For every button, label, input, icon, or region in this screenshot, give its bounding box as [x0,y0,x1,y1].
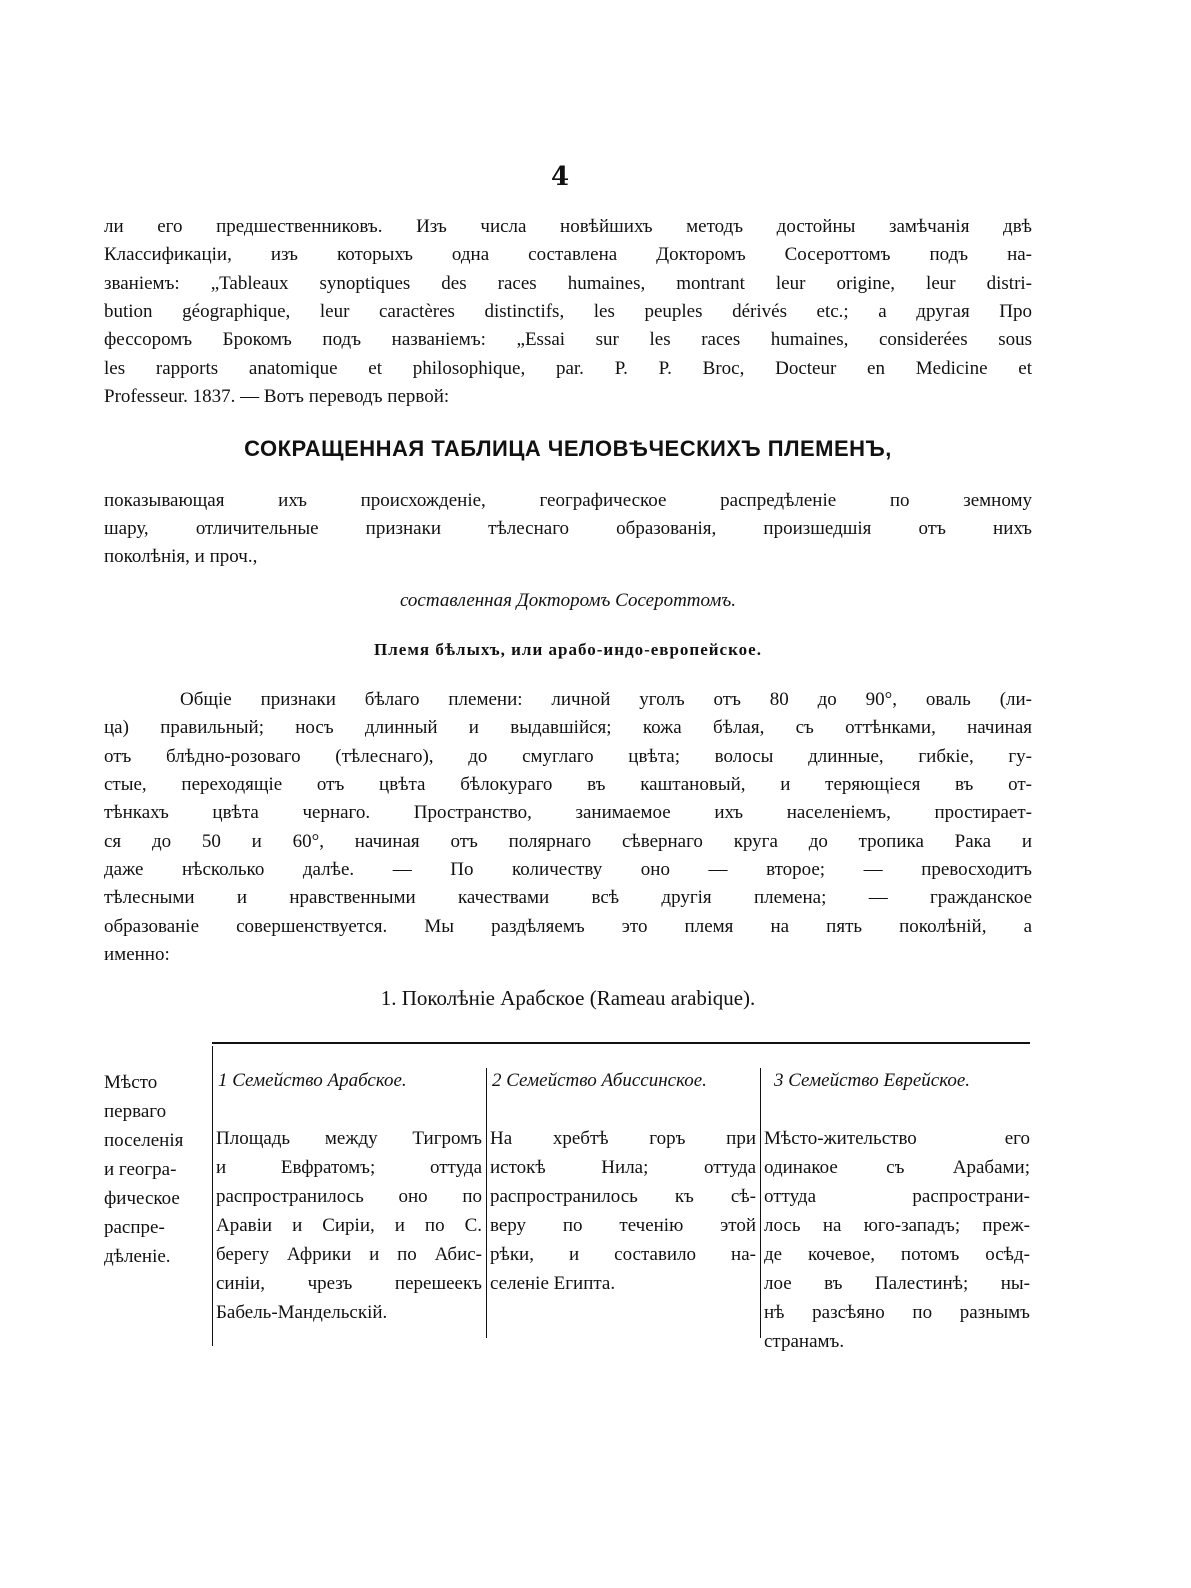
row-label-line: распре- [104,1217,165,1238]
column-body-jewish [764,1124,1030,1356]
cell-line: нѣ разсѣяно по разнымъ [764,1302,1030,1323]
column-divider [486,1068,487,1338]
general-line: даже нѣсколько далѣе. — По количеству оно — второе; — превосходитъ [104,859,1032,880]
compiled-by: составленная Докторомъ Сосероттомъ. [399,590,737,611]
row-label-line: и геогра- [104,1159,177,1180]
cell-line: де кочевое, потомъ осѣд- [764,1244,1030,1265]
intro-line: Классификаціи, изъ которыхъ одна составлена Докторомъ Сосероттомъ подъ на- [104,244,1032,265]
cell-line: странамъ. [764,1331,845,1352]
general-line: Общіе признаки бѣлаго племени: личной уголъ отъ 80 до 90°, оваль (ли- [180,689,1032,710]
cell-line: берегу Африки и по Абис- [216,1244,482,1265]
row-label-line: Мѣсто [104,1072,158,1093]
table-title: СОКРАЩЕННАЯ ТАБЛИЦА ЧЕЛОВѢЧЕСКИХЪ ПЛЕМЕНЪ, [244,436,892,461]
intro-line: les rapports anatomique et philosophique, par. P. P. Broc, Docteur en Medicine et [104,358,1032,379]
row-label [104,1068,208,1271]
cell-line: Бабель-Мандельскій. [216,1302,388,1323]
general-line: отъ блѣдно-розоваго (тѣлеснаго), до смуглаго цвѣта; волосы длинные, гибкіе, гу- [104,746,1032,767]
subtitle-line: показывающая ихъ происхожденіе, географическое распредѣленіе по земному [104,490,1032,511]
cell-line: лось на юго-западъ; преж- [764,1215,1030,1236]
column-header-jewish: 3 Семейство Еврейское. [774,1070,971,1091]
general-line: именно: [104,944,170,965]
cell-line: распространилось къ сѣ- [490,1186,756,1207]
intro-line: Professeur. 1837. — Вотъ переводъ первой: [104,386,450,407]
row-label-line: поселенія [104,1130,184,1151]
intro-line: фессоромъ Брокомъ подъ названіемъ: „Essai sur les races humaines, considerées sous [104,329,1032,350]
cell-line: и Евфратомъ; оттуда [216,1157,482,1178]
intro-line: bution géographique, leur caractères distinctifs, les peuples dérivés etc.; а другая Про [104,301,1032,322]
general-line: ся до 50 и 60°, начиная отъ полярнаго сѣвернаго круга до тропика Рака и [104,831,1032,852]
cell-line: рѣки, и составило на- [490,1244,756,1265]
cell-line: Аравіи и Сиріи, и по С. [216,1215,482,1236]
general-line: ца) правильный; носъ длинный и выдавшійся; кожа бѣлая, съ оттѣнками, начиная [104,717,1032,738]
cell-line: одинакое съ Арабами; [764,1157,1030,1178]
general-line: тѣнкахъ цвѣта чернаго. Пространство, занимаемое ихъ населеніемъ, простирает- [104,802,1032,823]
cell-line: распространилось оно по [216,1186,482,1207]
cell-line: Мѣсто-жительство его [764,1128,1030,1149]
page-number: 4 [550,162,570,192]
general-line: образованіе совершенствуется. Мы раздѣляемъ это племя на пять поколѣній, а [104,916,1032,937]
table-top-rule [212,1042,1030,1044]
cell-line: Площадь между Тигромъ [216,1128,482,1149]
row-label-line: фическое [104,1188,180,1209]
general-line: тѣлесными и нравственными качествами всѣ другія племена; — гражданское [104,887,1032,908]
cell-line: синіи, чрезъ перешеекъ [216,1273,482,1294]
column-body-abyssinian [490,1124,756,1298]
cell-line: оттуда распространи- [764,1186,1030,1207]
cell-line: селеніе Египта. [490,1273,616,1294]
branch-heading: 1. Поколѣніе Арабское (Rameau arabique). [380,986,756,1010]
general-line: стые, переходящіе отъ цвѣта бѣлокураго въ каштановый, и теряющіеся въ от- [104,774,1032,795]
subtitle-line: шару, отличительные признаки тѣлеснаго образованія, произшедшія отъ нихъ [104,518,1032,539]
column-divider [760,1068,761,1338]
cell-line: истокѣ Нила; оттуда [490,1157,756,1178]
column-body-arab [216,1124,482,1327]
cell-line: лое въ Палестинѣ; ны- [764,1273,1030,1294]
cell-line: веру по теченію этой [490,1215,756,1236]
intro-line: ли его предшественниковъ. Изъ числа новѣйшихъ методъ достойны замѣчанія двѣ [104,216,1032,237]
race-heading: Племя бѣлыхъ, или арабо-индо-европейское. [374,640,762,659]
row-label-line: дѣленіе. [104,1246,171,1267]
row-label-line: перваго [104,1101,167,1122]
intro-line: званіемъ: „Tableaux synoptiques des races humaines, montrant leur origine, leur distri- [104,273,1032,294]
column-header-abyssinian: 2 Семейство Абиссинское. [492,1070,707,1091]
column-divider [212,1046,213,1346]
cell-line: На хребтѣ горъ при [490,1128,756,1149]
subtitle-line: поколѣнія, и проч., [104,546,258,567]
column-header-arab: 1 Семейство Арабское. [218,1070,407,1091]
